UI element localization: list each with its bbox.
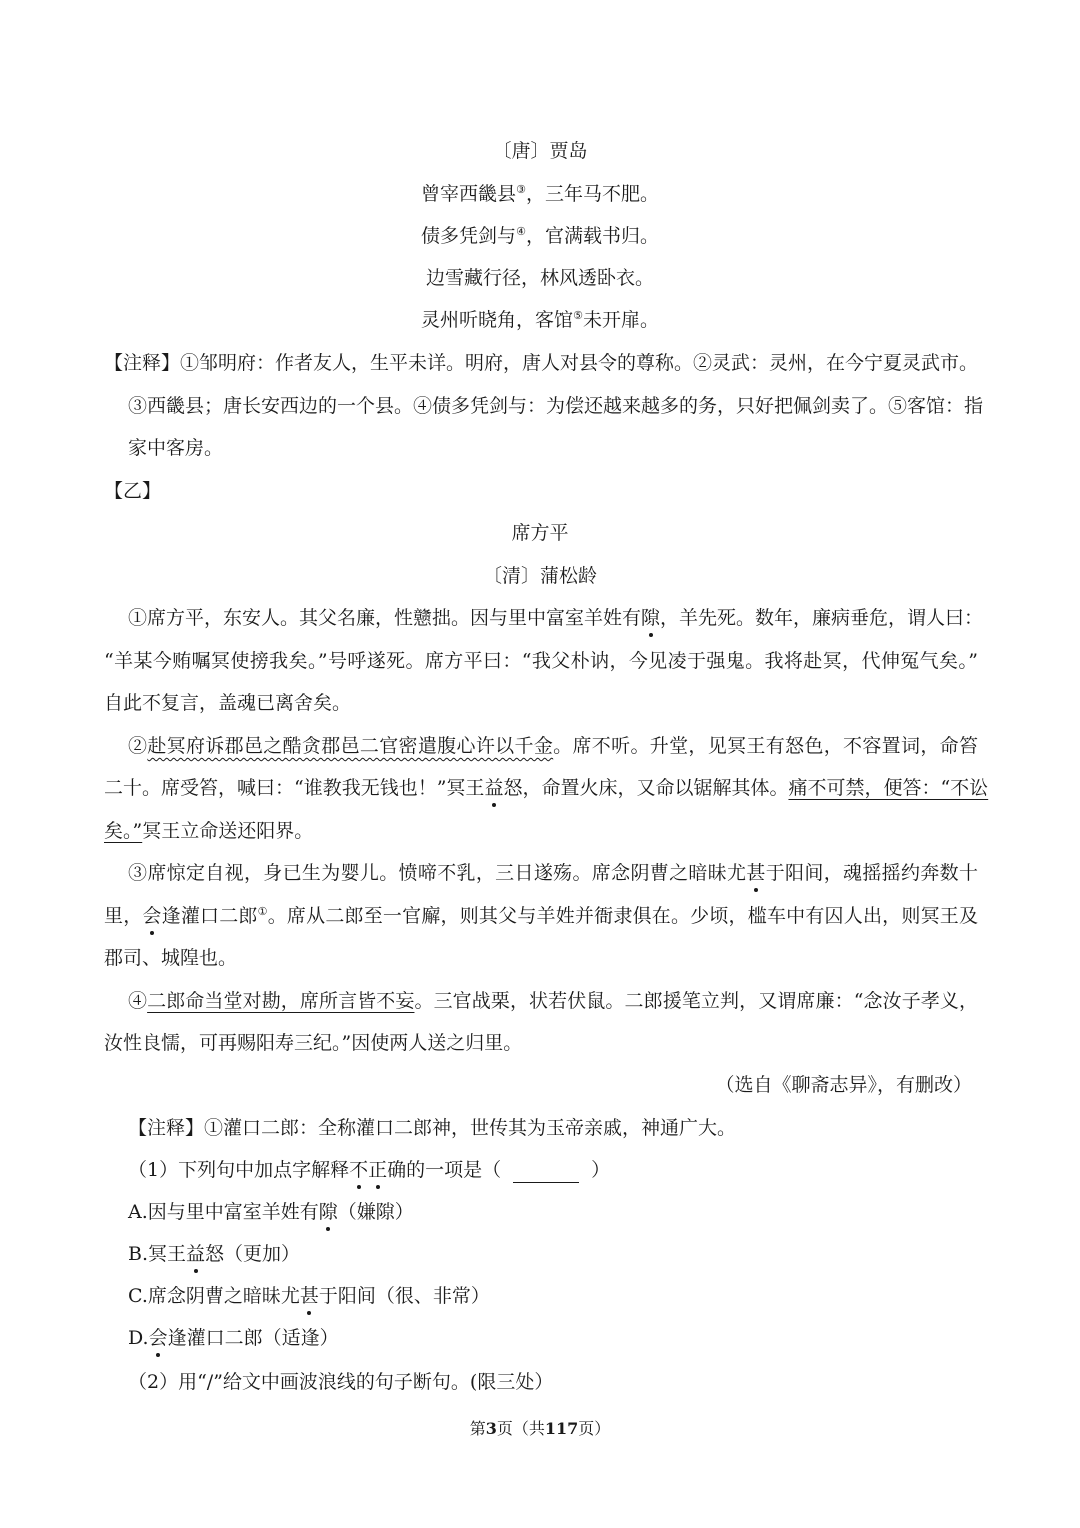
paragraph-line: 汝性良懦，可再赐阳寿三纪。”因使两人送之归里。 — [104, 1032, 523, 1054]
poem-author: 〔唐〕贾岛 — [492, 140, 588, 162]
notes-line: ③西畿县；唐长安西边的一个县。④债多凭剑与：为偿还越来越多的务，只好把佩剑卖了。⑤客馆：指 — [128, 395, 984, 417]
paragraph-line: ①席方平，东安人。其父名廉，性戆拙。因与里中富室羊姓有隙，羊先死。数年，廉病垂危，谓人曰： — [128, 607, 984, 629]
notes-line: 【注释】①邹明府：作者友人，生平未详。明府，唐人对县令的尊称。②灵武：灵州，在今宁夏灵武市。 — [104, 352, 979, 374]
paragraph-line: 矣。”冥王立命送还阳界。 — [104, 820, 314, 842]
poem-line: 边雪藏行径，林风透卧衣。 — [425, 267, 654, 289]
dotted-char: 甚 — [746, 862, 766, 884]
source-citation: （选自《聊斋志异》，有删改） — [715, 1074, 972, 1096]
dotted-char: 隙 — [318, 1201, 338, 1223]
passage-author: 〔清〕蒲松龄 — [482, 565, 597, 587]
paragraph-line: “羊某今贿嘱冥使搒我矣。”号呼遂死。席方平曰：“我父朴讷，今见凌于强鬼。我将赴冥，代伸冤气矣。” — [104, 650, 978, 672]
page-number: 3 — [485, 1419, 497, 1438]
paragraph-line: 自此不复言，盖魂已离舍矣。 — [104, 692, 352, 714]
paragraph-line: ②赴冥府诉郡邑之酷贪郡邑二官密遣腹心许以千金。席不听。升堂，见冥王有怒色，不容置词，命笞 — [128, 735, 978, 757]
dotted-char: 会 — [148, 1327, 168, 1349]
option-d: D.会逢灌口二郎（适逢） — [128, 1327, 339, 1349]
question-2: （2）用“/”给文中画波浪线的句子断句。(限三处） — [128, 1371, 554, 1393]
dotted-char: 益 — [484, 777, 504, 799]
dotted-char: 会 — [142, 905, 162, 927]
underlined-sentence: 二郎命当堂对勘，席所言皆不妄 — [147, 990, 415, 1012]
option-a: A.因与里中富室羊姓有隙（嫌隙） — [128, 1201, 414, 1223]
underlined-sentence: 矣。” — [104, 820, 143, 842]
dotted-char: 益 — [186, 1243, 206, 1265]
section-label: 【乙】 — [104, 480, 162, 502]
dotted-char: 隙 — [641, 607, 661, 629]
wavy-underlined-sentence: 赴冥府诉郡邑之酷贪郡邑二官密遣腹心许以千金 — [147, 735, 554, 757]
dotted-char: 正 — [368, 1159, 388, 1181]
paragraph-line: ④二郎命当堂对勘，席所言皆不妄。三官战栗，状若伏鼠。二郎援笔立判，又谓席廉：“念汝子孝义， — [128, 990, 978, 1012]
paragraph-line: 里，会逢灌口二郎①。席从二郎至一官廨，则其父与羊姓并衙隶俱在。少顷，槛车中有囚人出，则冥王及 — [104, 905, 978, 927]
dotted-char: 甚 — [299, 1285, 319, 1307]
paragraph-line: ③席惊定自视，身已生为婴儿。愤啼不乳，三日遂殇。席念阴曹之暗昧尤甚于阳间，魂摇摇约奔数十 — [128, 862, 978, 884]
notes-line: 家中客房。 — [128, 437, 224, 459]
dotted-char: 不 — [349, 1159, 369, 1181]
page-footer: 第3页（共117页） — [469, 1419, 611, 1438]
page-total: 117 — [544, 1419, 579, 1438]
poem-line: 债多凭剑与④，官满载书归。 — [421, 225, 659, 247]
notes-line: 【注释】①灌口二郎：全称灌口二郎神，世传其为玉帝亲戚，神通广大。 — [128, 1117, 737, 1139]
poem-line: 灵州听晓角，客馆⑤未开扉。 — [421, 309, 659, 331]
passage-title: 席方平 — [511, 522, 569, 544]
option-c: C.席念阴曹之暗昧尤甚于阳间（很、非常） — [128, 1285, 490, 1307]
poem-line: 曾宰西畿县③，三年马不肥。 — [421, 183, 659, 205]
answer-blank[interactable] — [513, 1164, 579, 1183]
underlined-sentence: 痛不可禁，便答：“不讼 — [788, 777, 989, 799]
question-1: （1）下列句中加点字解释不正确的一项是（ ） — [128, 1159, 611, 1181]
paragraph-line: 郡司、城隍也。 — [104, 947, 238, 969]
option-b: B.冥王益怒（更加） — [128, 1243, 301, 1265]
paragraph-line: 二十。席受笞，喊曰：“谁教我无钱也！”冥王益怒，命置火床，又命以锯解其体。痛不可禁，便答：“不讼 — [104, 777, 989, 799]
